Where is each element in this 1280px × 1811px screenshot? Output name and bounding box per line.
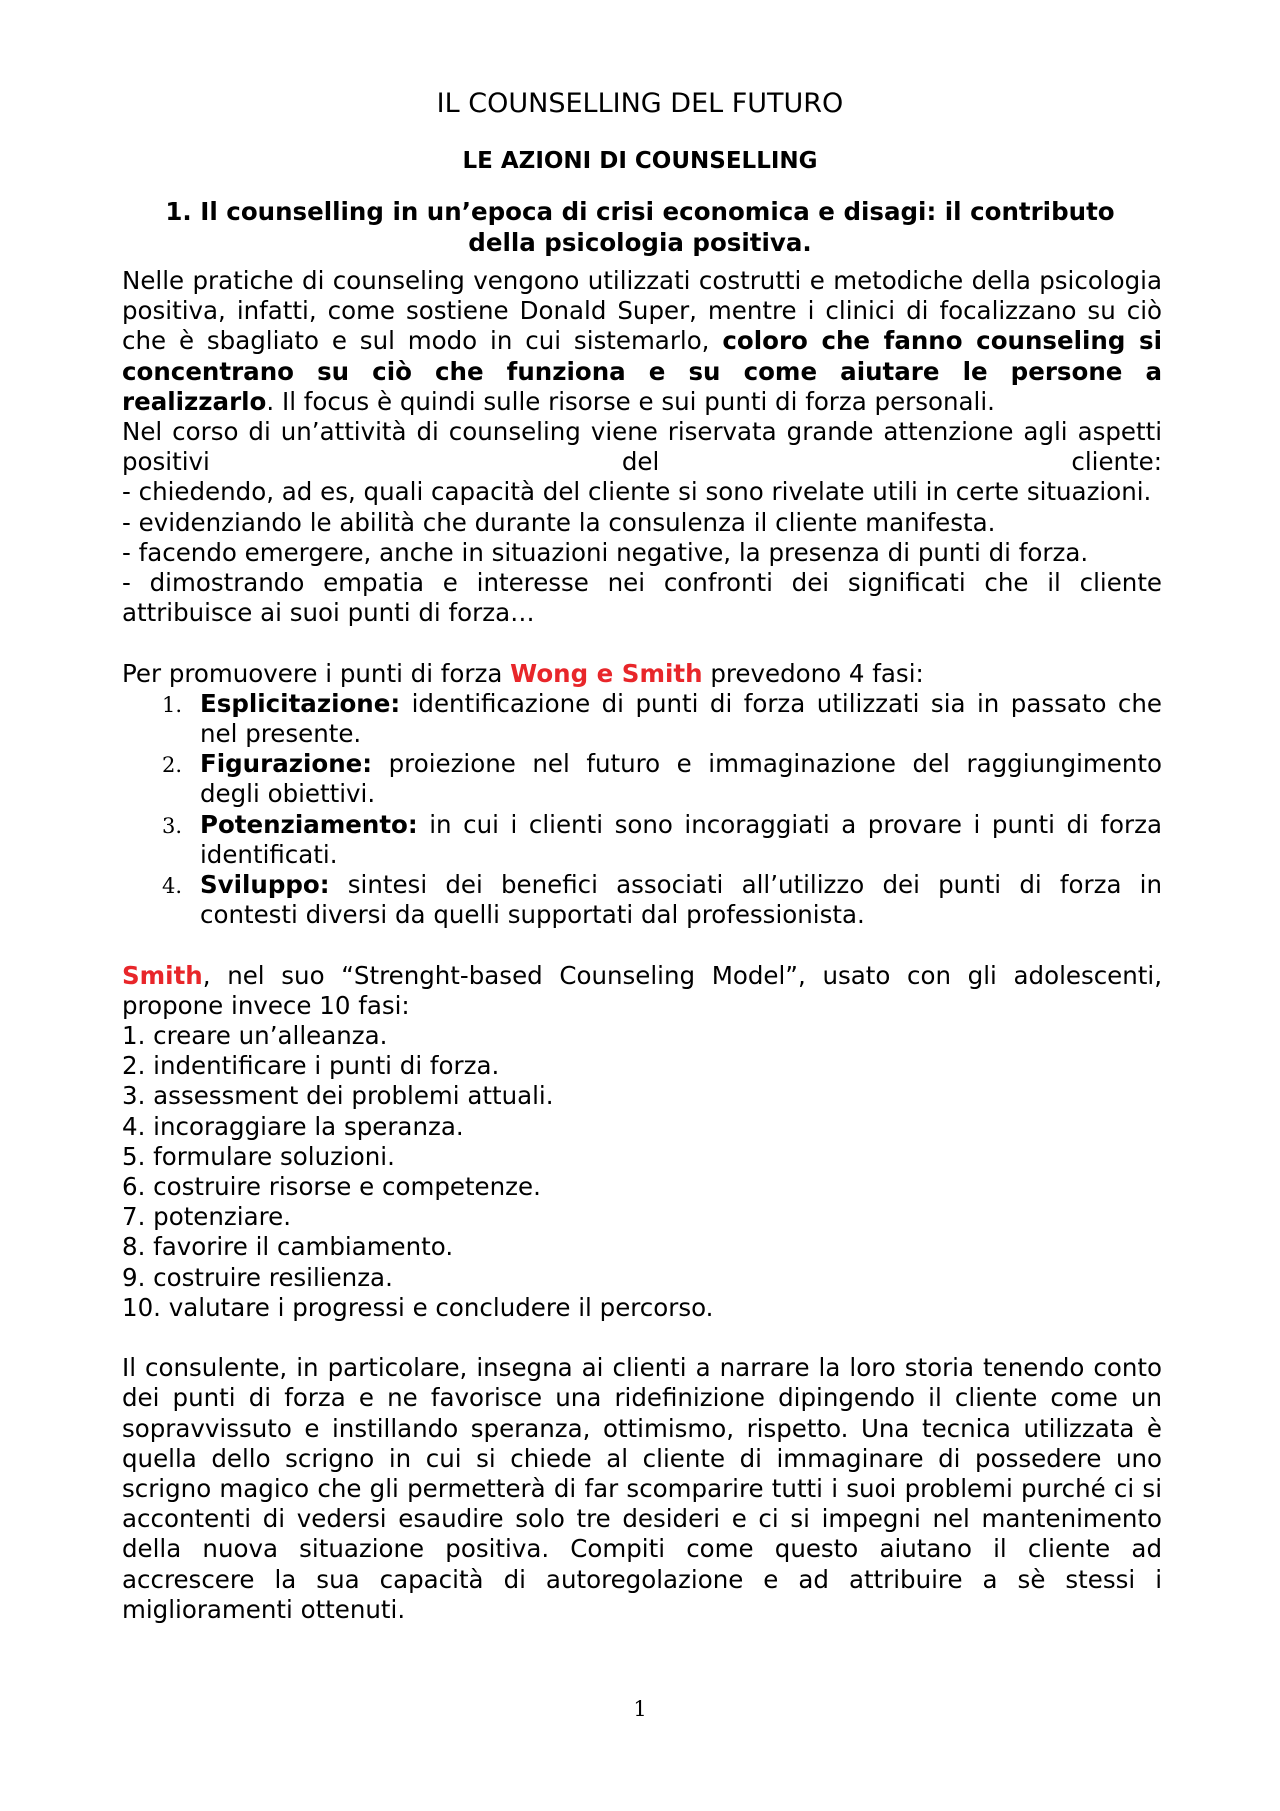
fase-term: Figurazione: xyxy=(200,749,373,779)
list-item: 4. incoraggiare la speranza. xyxy=(122,1111,464,1141)
fase-term: Potenziamento: xyxy=(200,809,418,839)
fase-term: Esplicitazione: xyxy=(200,688,401,718)
wong-text-end: prevedono 4 fasi: xyxy=(702,658,924,688)
list-item: 9. costruire resilienza. xyxy=(122,1262,393,1292)
page-title: IL COUNSELLING DEL FUTURO xyxy=(436,88,844,119)
list-item: 3. assessment dei problemi attuali. xyxy=(122,1081,554,1111)
list-item: 1. creare un’alleanza. xyxy=(122,1021,388,1051)
wong-smith-highlight: Wong e Smith xyxy=(510,658,703,688)
page-number: 1 xyxy=(633,1697,647,1721)
section-heading: 1. Il counselling in un’epoca di crisi economica e disagi: il contributo della psicologia positiva. xyxy=(165,197,1115,257)
fase-text: sintesi dei benefici associati all’utilizzo dei punti di forza in contesti diversi da quelli supportati dal professionista. xyxy=(200,870,1162,930)
list-item: 5. formulare soluzioni. xyxy=(122,1141,395,1171)
fasi-list xyxy=(122,689,1162,931)
fase-item xyxy=(122,689,1162,749)
bullet-item: - facendo emergere, anche in situazioni negative, la presenza di punti di forza. xyxy=(122,537,1089,567)
document-body xyxy=(122,266,1162,1625)
smith-paragraph xyxy=(122,961,1162,1021)
wong-smith-paragraph xyxy=(122,659,1162,689)
bullet-item: - evidenziando le abilità che durante la consulenza il cliente manifesta. xyxy=(122,507,996,537)
list-item: 6. costruire risorse e competenze. xyxy=(122,1172,541,1202)
fase-item xyxy=(122,749,1162,809)
fase-text: in cui i clienti sono incoraggiati a provare i punti di forza identificati. xyxy=(200,809,1162,869)
page-subtitle: LE AZIONI DI COUNSELLING xyxy=(462,148,818,174)
list-number: 4. xyxy=(162,874,183,899)
list-item: 8. favorire il cambiamento. xyxy=(122,1232,454,1262)
fase-term: Sviluppo: xyxy=(200,870,330,900)
fase-item xyxy=(122,810,1162,870)
bullet-item: - dimostrando empatia e interesse nei confronti dei significati che il cliente attribuisce ai suoi punti di forza… xyxy=(122,568,1162,628)
list-item: 7. potenziare. xyxy=(122,1202,291,1232)
smith-steps-list xyxy=(122,1021,1162,1323)
bullet-item: - chiedendo, ad es, quali capacità del cliente si sono rivelate utili in certe situazioni. xyxy=(122,477,1152,507)
list-number: 1. xyxy=(162,692,183,717)
intro-paragraph xyxy=(122,266,1162,417)
list-item: 2. indentificare i punti di forza. xyxy=(122,1051,500,1081)
list-number: 2. xyxy=(162,753,183,778)
fase-text: identificazione di punti di forza utilizzati sia in passato che nel presente. xyxy=(200,688,1162,749)
intro-text: Nelle pratiche di counseling vengono utilizzati costrutti e metodiche della psicologia positiva, infatti, come sostiene Donald Super, mentre i clinici di focalizzano su ciò che è sbagliato e sul modo in cui sistemarlo, xyxy=(122,266,1162,356)
intro-text-end: . Il focus è quindi sulle risorse e sui punti di forza personali. xyxy=(266,386,995,416)
attention-paragraph: Nel corso di un’attività di counseling viene riservata grande attenzione agli aspetti positivi del cliente: xyxy=(122,417,1162,477)
smith-text: , nel suo “Strenght-based Counseling Model”, usato con gli adolescenti, propone invece 10 fasi: xyxy=(122,960,1162,1020)
wong-text: Per promuovere i punti di forza xyxy=(122,658,511,688)
fase-item xyxy=(122,870,1162,930)
fase-text: proiezione nel futuro e immaginazione del raggiungimento degli obiettivi. xyxy=(200,749,1162,809)
closing-paragraph: Il consulente, in particolare, insegna ai clienti a narrare la loro storia tenendo conto dei punti di forza e ne favorisce una ridefinizione dipingendo il cliente come un sopravvissuto e instillando speranza, ottimismo, rispetto. Una tecnica utilizzata è quella dello scrigno in cui si chiede al cliente di immaginare di possedere uno scrigno magico che gli permetterà di far scomparire tutti i suoi problemi purché ci si accontenti di vedersi esaudire solo tre desideri e ci si impegni nel mantenimento della nuova situazione positiva. Compiti come questo aiutano il cliente ad accrescere la sua capacità di autoregolazione e ad attribuire a sè stessi i miglioramenti ottenuti. xyxy=(122,1353,1162,1624)
list-item: 10. valutare i progressi e concludere il percorso. xyxy=(122,1292,714,1322)
smith-highlight: Smith xyxy=(122,960,203,990)
list-number: 3. xyxy=(162,813,183,838)
intro-bold-text: coloro che fanno counseling si concentrano su ciò che funziona e su come aiutare le persone a realizzarlo xyxy=(122,326,1162,416)
